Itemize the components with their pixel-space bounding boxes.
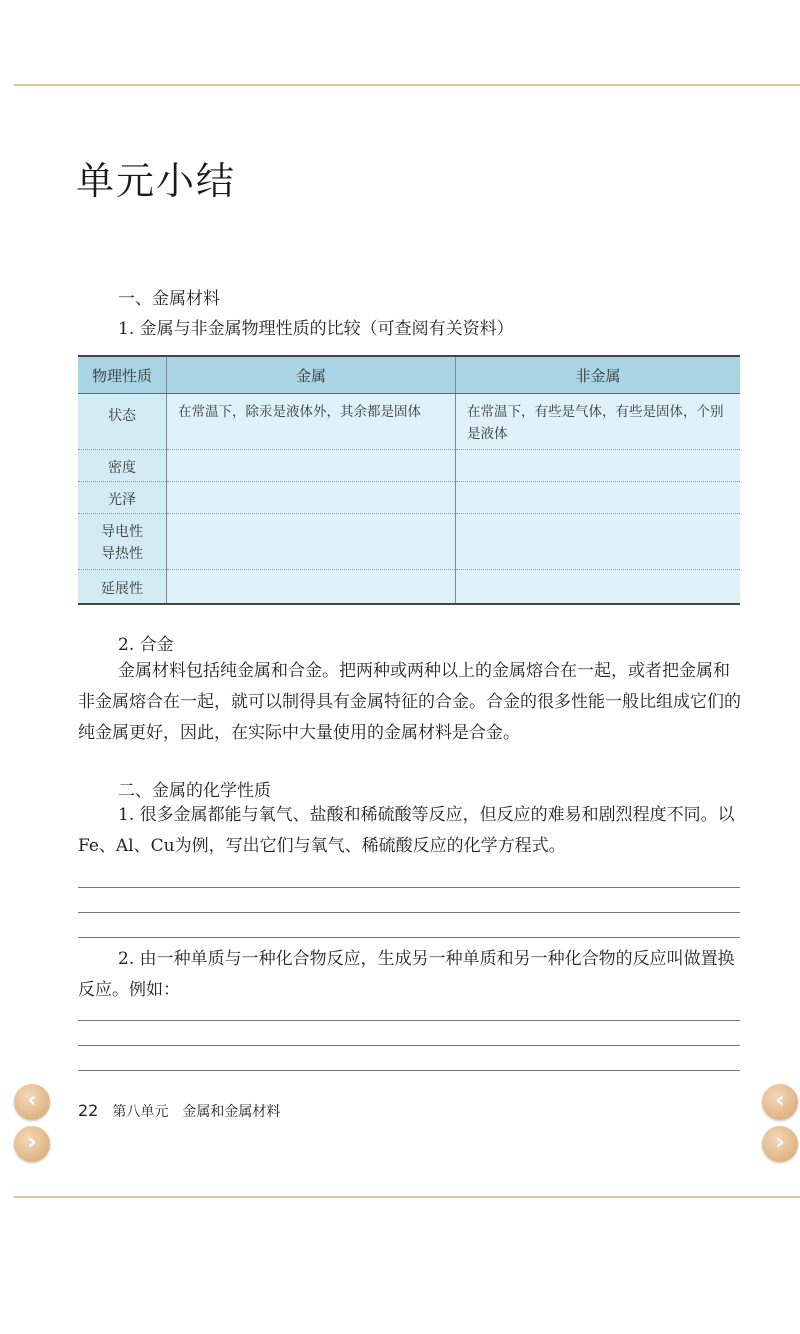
nonmetal-cell: 在常温下，有些是气体，有些是固体，个别是液体 [467, 404, 724, 442]
metal-cell [168, 451, 454, 457]
answer-line [78, 887, 740, 888]
chevron-left-icon[interactable]: ‹ [14, 1084, 50, 1120]
section1-heading: 一、金属材料 [118, 289, 220, 309]
chevron-left-icon[interactable]: ‹ [762, 1084, 798, 1120]
nonmetal-cell [457, 571, 739, 577]
unit-label: 第八单元 金属和金属材料 [112, 1104, 281, 1120]
nonmetal-cell [457, 515, 739, 521]
chevron-right-icon[interactable]: › [14, 1126, 50, 1162]
row-label: 光泽 [108, 492, 136, 508]
table-row [78, 394, 740, 450]
page-number: 22 [78, 1101, 99, 1120]
table-header: 物理性质 [78, 356, 167, 394]
table-header: 金属 [167, 356, 456, 394]
alloy-paragraph: 金属材料包括纯金属和合金。把两种或两种以上的金属熔合在一起，或者把金属和非金属熔合在一起，就可以制得具有金属特征的合金。合金的很多性能一般比组成它们的纯金属更好，因此，在实际中大量使用的金属材料是合金。 [78, 661, 741, 743]
metal-cell [168, 515, 454, 521]
section1-sub1: 1. 金属与非金属物理性质的比较（可查阅有关资料） [118, 319, 514, 339]
answer-line [78, 1045, 740, 1046]
bottom-divider [14, 1196, 800, 1198]
answer-line [78, 912, 740, 913]
answer-line [78, 937, 740, 938]
chevron-right-icon[interactable]: › [762, 1126, 798, 1162]
table-row [78, 514, 740, 570]
answer-line [78, 1070, 740, 1071]
properties-table [78, 355, 740, 605]
top-divider [14, 84, 800, 86]
metal-cell [168, 483, 454, 489]
table-header: 非金属 [456, 356, 741, 394]
nonmetal-cell [457, 483, 739, 489]
table-row [78, 570, 740, 604]
section2-heading: 二、金属的化学性质 [118, 781, 271, 801]
row-label: 密度 [108, 460, 136, 476]
row-label: 延展性 [101, 581, 143, 597]
table-row [78, 450, 740, 482]
metal-cell: 在常温下，除汞是液体外，其余都是固体 [178, 404, 421, 420]
answer-line [78, 1020, 740, 1021]
page-footer [78, 1101, 280, 1121]
metal-cell [168, 571, 454, 577]
section1-sub2: 2. 合金 [118, 635, 174, 655]
row-label: 状态 [108, 408, 136, 424]
table-row [78, 482, 740, 514]
page-title: 单元小结 [76, 159, 237, 203]
table-header-row [78, 356, 740, 394]
nonmetal-cell [457, 451, 739, 457]
question-2: 2. 由一种单质与一种化合物反应，生成另一种单质和另一种化合物的反应叫做置换反应。例如： [78, 949, 735, 1000]
row-label: 导电性 导热性 [101, 524, 143, 562]
question-1: 1. 很多金属都能与氧气、盐酸和稀硫酸等反应，但反应的难易和剧烈程度不同。以Fe、Al、Cu为例，写出它们与氧气、稀硫酸反应的化学方程式。 [78, 805, 735, 856]
